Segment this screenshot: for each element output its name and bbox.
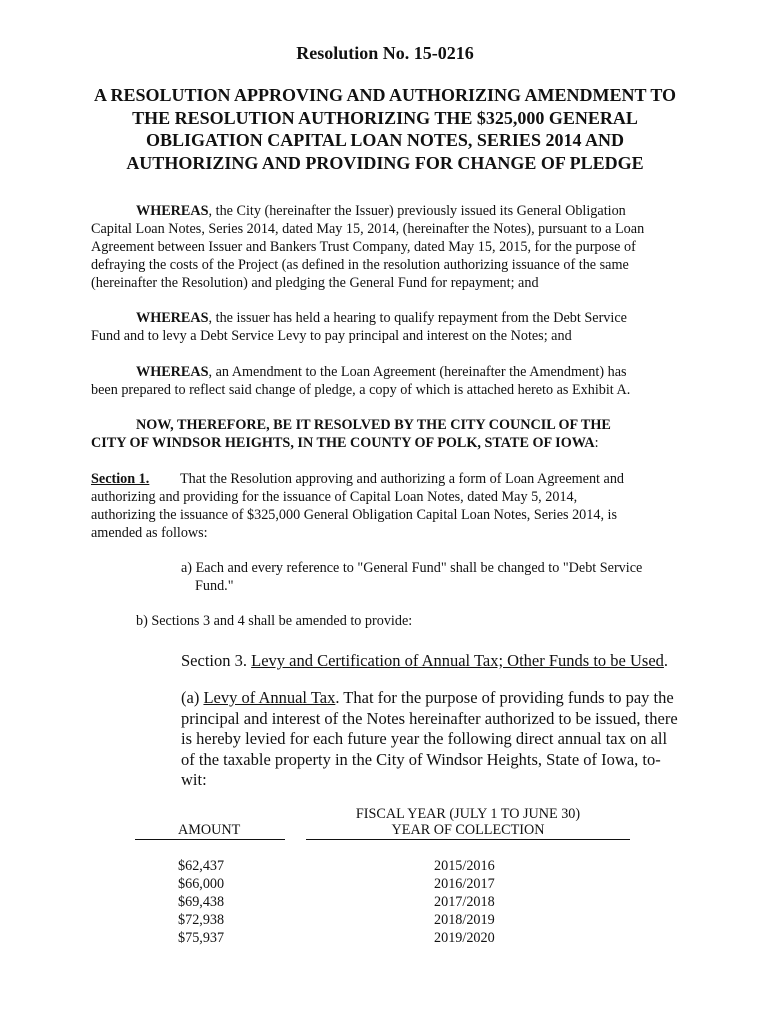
clause-text: principal and interest of the Notes hereinafter authorized to be issued, there bbox=[181, 708, 678, 728]
section-3-title: Levy and Certification of Annual Tax; Other Funds to be Used bbox=[251, 651, 664, 670]
resolved-colon: : bbox=[594, 435, 599, 451]
resolution-number: Resolution No. 15-0216 bbox=[296, 43, 474, 63]
clause-text: Fund and to levy a Debt Service Levy to pay principal and interest on the Notes; and bbox=[91, 328, 572, 344]
table-row bbox=[0, 929, 770, 947]
title-line: AUTHORIZING AND PROVIDING FOR CHANGE OF PLEDGE bbox=[126, 152, 644, 173]
clause-text: defraying the costs of the Project (as defined in the resolution authorizing issuance of the same bbox=[91, 257, 629, 273]
table-row bbox=[0, 875, 770, 893]
whereas-clause-3 bbox=[91, 363, 681, 399]
section-1 bbox=[91, 470, 681, 542]
clause-text: , an Amendment to the Loan Agreement (hereinafter the Amendment) has bbox=[208, 364, 627, 380]
year-cell: 2018/2019 bbox=[434, 912, 495, 928]
year-column-header: YEAR OF COLLECTION bbox=[306, 821, 630, 840]
title-line: A RESOLUTION APPROVING AND AUTHORIZING AMENDMENT TO bbox=[93, 85, 677, 105]
whereas-keyword: WHEREAS bbox=[136, 310, 209, 326]
table-row bbox=[0, 857, 770, 875]
year-cell: 2019/2020 bbox=[434, 930, 495, 946]
clause-text: Capital Loan Notes, Series 2014, dated May 15, 2014, (hereinafter the Notes), pursuant to a Loan bbox=[91, 221, 645, 237]
amount-cell: $66,000 bbox=[178, 876, 225, 892]
clause-text: Fund." bbox=[195, 578, 234, 594]
section-1-label: Section 1. bbox=[91, 471, 150, 487]
clause-text: Agreement between Issuer and Bankers Trust Company, dated May 15, 2015, for the purpose of bbox=[91, 239, 636, 255]
year-cell: 2016/2017 bbox=[434, 876, 495, 892]
clause-text: is hereby levied for each future year the following direct annual tax on all bbox=[181, 729, 668, 748]
clause-text: authorizing the issuance of $325,000 General Obligation Capital Loan Notes, Series 2014, is bbox=[91, 507, 618, 523]
amount-cell: $62,437 bbox=[178, 858, 225, 874]
subsection-b: b) Sections 3 and 4 shall be amended to provide: bbox=[136, 613, 413, 629]
levy-paragraph: (a) Levy of Annual Tax. That for the purpose of providing funds to pay the principal and interest of the Notes hereinafter authorized to be issued, there is hereby levied for each future year the following direct annual tax on all of the taxable property in the City of Windsor Heights, State of Iowa, to- wit: bbox=[181, 688, 681, 791]
levy-heading: Levy of Annual Tax bbox=[203, 688, 336, 707]
clause-text: That the Resolution approving and authorizing a form of Loan Agreement and bbox=[180, 471, 625, 487]
resolution-title bbox=[60, 84, 710, 174]
table-row bbox=[0, 893, 770, 911]
levy-table bbox=[0, 857, 770, 947]
fiscal-year-heading: FISCAL YEAR (JULY 1 TO JUNE 30) bbox=[355, 806, 581, 822]
whereas-keyword: WHEREAS bbox=[136, 203, 209, 219]
clause-text: of the taxable property in the City of Windsor Heights, State of Iowa, to- bbox=[181, 749, 661, 769]
title-line: OBLIGATION CAPITAL LOAN NOTES, SERIES 2014 AND bbox=[146, 130, 624, 150]
clause-text: been prepared to reflect said change of pledge, a copy of which is attached hereto as Exhibit A. bbox=[91, 382, 631, 398]
clause-text: , the issuer has held a hearing to qualify repayment from the Debt Service bbox=[208, 310, 627, 326]
amount-cell: $72,938 bbox=[178, 912, 225, 928]
amount-cell: $69,438 bbox=[178, 894, 225, 910]
amount-column-header: AMOUNT bbox=[135, 821, 285, 840]
year-cell: 2017/2018 bbox=[434, 894, 495, 910]
clause-text: amended as follows: bbox=[91, 525, 208, 541]
whereas-clause-2 bbox=[91, 309, 681, 345]
whereas-keyword: WHEREAS bbox=[136, 364, 209, 380]
year-cell: 2015/2016 bbox=[434, 858, 495, 874]
resolved-text: NOW, THEREFORE, BE IT RESOLVED BY THE CITY COUNCIL OF THE bbox=[136, 417, 611, 433]
whereas-clause-1 bbox=[91, 202, 681, 292]
resolved-clause bbox=[91, 416, 681, 452]
table-row bbox=[0, 911, 770, 929]
resolved-text: CITY OF WINDSOR HEIGHTS, IN THE COUNTY OF POLK, STATE OF IOWA bbox=[91, 435, 595, 451]
subsection-a bbox=[181, 559, 691, 595]
title-line: THE RESOLUTION AUTHORIZING THE $325,000 GENERAL bbox=[132, 107, 638, 128]
clause-text: a) Each and every reference to "General Fund" shall be changed to "Debt Service bbox=[181, 560, 643, 576]
clause-text: , the City (hereinafter the Issuer) previously issued its General Obligation bbox=[208, 203, 626, 219]
section-3-heading: Section 3. Levy and Certification of Annual Tax; Other Funds to be Used. bbox=[181, 651, 669, 670]
clause-text: wit: bbox=[181, 770, 207, 789]
clause-text: authorizing and providing for the issuance of Capital Loan Notes, dated May 5, 2014, bbox=[91, 489, 578, 505]
amount-cell: $75,937 bbox=[178, 930, 225, 946]
clause-text: (hereinafter the Resolution) and pledging the General Fund for repayment; and bbox=[91, 275, 539, 291]
